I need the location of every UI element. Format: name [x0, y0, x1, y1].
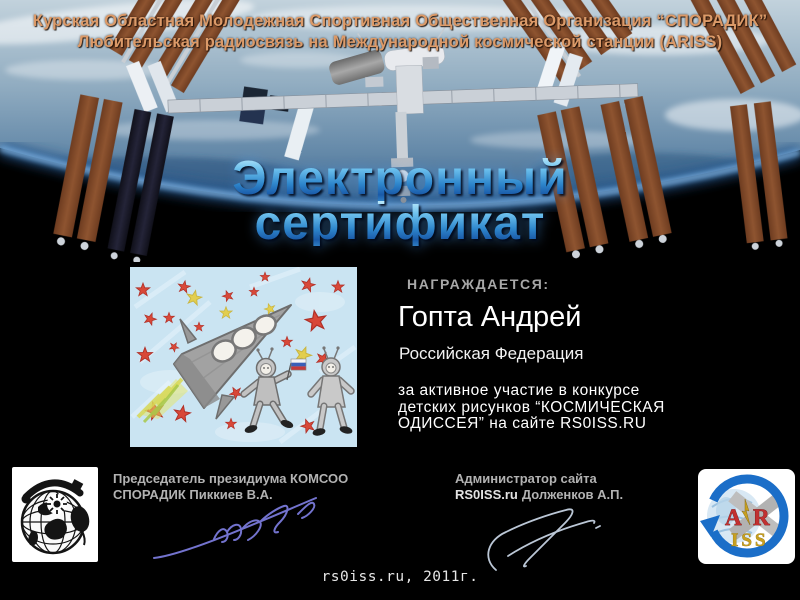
header-line2: Любительская радиосвязь на Международной космической станции (ARISS): [77, 33, 723, 51]
reason-line2: детских рисунков “КОСМИЧЕСКАЯ: [398, 398, 665, 416]
reason-line1: за активное участие в конкурсе: [398, 382, 640, 399]
organization-header: [0, 11, 800, 53]
title-line2: сертификат: [254, 197, 546, 250]
header-line1: Курская Областная Молодежная Спортивная Общественная Организация “СПОРАДИК”: [32, 12, 768, 30]
right-signature: [478, 498, 603, 576]
title-line1: Электронный: [232, 152, 568, 205]
right-signatory-line1: Администратор сайта: [455, 471, 597, 486]
reason-line3: ОДИССЕЯ” на сайте RS0ISS.RU: [398, 415, 647, 432]
site-name: RS0ISS.ru: [455, 486, 518, 502]
award-label: НАГРАЖДАЕТСЯ:: [407, 276, 550, 292]
admin-name: Долженков А.П.: [521, 486, 624, 502]
certificate-title: [0, 152, 800, 250]
child-drawing: [130, 267, 357, 447]
recipient-name: Гопта Андрей: [398, 301, 582, 333]
ariss-logo-icon: [698, 469, 795, 564]
left-signature: [148, 492, 323, 567]
left-signatory-line1: Председатель президиума КОМСОО: [113, 471, 349, 486]
left-signatory-line2: СПОРАДИК Пиккиев В.А.: [113, 486, 273, 502]
ariss-letters-iss: ISS: [731, 530, 769, 551]
russian-flag: [291, 359, 306, 370]
footer-site-year: rs0iss.ru, 2011г.: [321, 569, 479, 585]
sporadik-globe-headphones-icon: [12, 467, 98, 562]
ariss-letter-r: R: [753, 505, 770, 530]
ariss-letter-a: A: [725, 505, 742, 530]
recipient-country: Российская Федерация: [399, 344, 584, 363]
award-reason: [398, 383, 665, 433]
